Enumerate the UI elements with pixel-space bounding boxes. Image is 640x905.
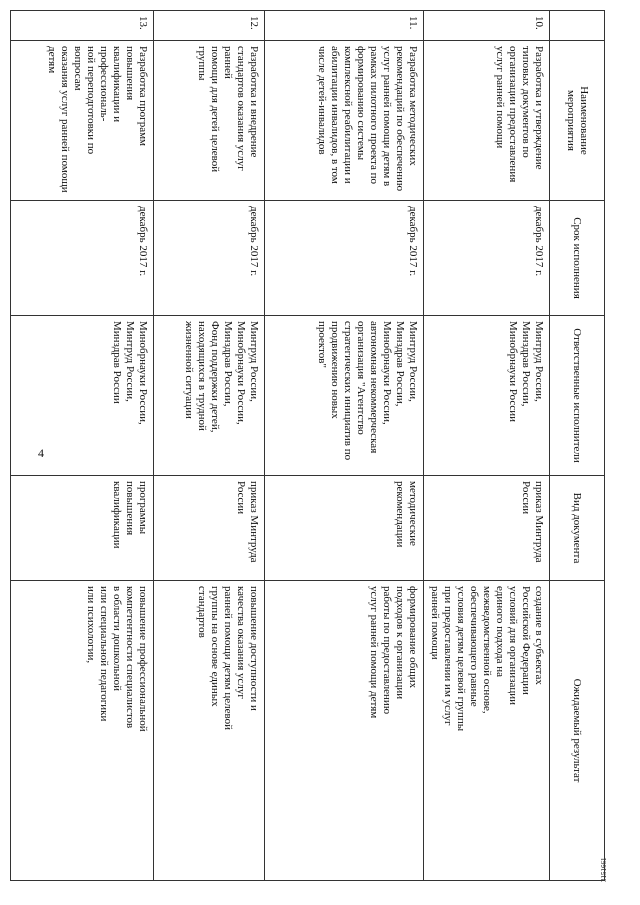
executors: Минобрнауки России, Минтруд России, Минздрав России bbox=[11, 316, 154, 476]
deadline: декабрь 2017 г. bbox=[265, 201, 424, 316]
row-number: 13. bbox=[11, 11, 154, 41]
header-result: Ожидаемый результат bbox=[550, 581, 605, 881]
document-type: приказ Минтруда России bbox=[154, 476, 265, 581]
header-num bbox=[550, 11, 605, 41]
measure-name: Разработка и внедрение стандартов оказания услуг ранней помощи для детей целевой группы bbox=[154, 41, 265, 201]
header-deadline: Срок исполнения bbox=[550, 201, 605, 316]
document-code: 3151661 bbox=[600, 857, 608, 882]
table-row bbox=[424, 11, 550, 881]
measure-name: Разработка программ повышения квалификации и профессиональ- ной переподготовки по вопросам оказания услуг ранней помощи детям bbox=[11, 41, 154, 201]
measure-name: Разработка методических рекомендаций по обеспечению услуг ранней помощи детям в рамках пилотного проекта по формированию системы комплексной реабилитации и абилитации инвалидов, в том числе детей-инвалидов bbox=[265, 41, 424, 201]
expected-result: создание в субъектах Российской Федерации условий для организации единого подхода на межведомственной основе, обеспечивающего равные условия детям целевой группы при предоставлении им услуг ранней помощи bbox=[424, 581, 550, 881]
row-number: 11. bbox=[265, 11, 424, 41]
measures-table bbox=[10, 10, 605, 881]
document-type: методические рекомендации bbox=[265, 476, 424, 581]
measure-name: Разработка и утверждение типовых документов по организации предоставления услуг ранней помощи bbox=[424, 41, 550, 201]
document-type: программы повышения квалификации bbox=[11, 476, 154, 581]
table-row bbox=[265, 11, 424, 881]
table-row bbox=[11, 11, 154, 881]
expected-result: повышение профессиональной компетентности специалистов в области дошкольной или специальной педагогики или психологии, bbox=[11, 581, 154, 881]
rotated-table-container bbox=[45, 10, 605, 880]
header-name: Наименование мероприятия bbox=[550, 41, 605, 201]
header-doc-type: Вид документа bbox=[550, 476, 605, 581]
deadline: декабрь 2017 г. bbox=[424, 201, 550, 316]
expected-result: повышение доступности и качества оказания услуг ранней помощи детям целевой группы на основе единых стандартов bbox=[154, 581, 265, 881]
row-number: 10. bbox=[424, 11, 550, 41]
header-executors: Ответственные исполнители bbox=[550, 316, 605, 476]
table-row bbox=[154, 11, 265, 881]
executors: Минтруд России, Минздрав России, Минобрнауки России, автономная некоммерческая организация "Агентство стратегических инициатив по продвижению новых проектов" bbox=[265, 316, 424, 476]
deadline: декабрь 2017 г. bbox=[154, 201, 265, 316]
deadline: декабрь 2017 г. bbox=[11, 201, 154, 316]
expected-result: формирование общих подходов к организации работы по предоставлению услуг ранней помощи детям bbox=[265, 581, 424, 881]
row-number: 12. bbox=[154, 11, 265, 41]
document-type: приказ Минтруда России bbox=[424, 476, 550, 581]
executors: Минтруд России, Минздрав России, Минобрнауки России bbox=[424, 316, 550, 476]
executors: Минтруд России, Минобрнауки России, Минздрав России, Фонд поддержки детей, находящихся в трудной жизненной ситуации bbox=[154, 316, 265, 476]
page-number: 4 bbox=[38, 446, 44, 460]
table-header-row bbox=[550, 11, 605, 881]
